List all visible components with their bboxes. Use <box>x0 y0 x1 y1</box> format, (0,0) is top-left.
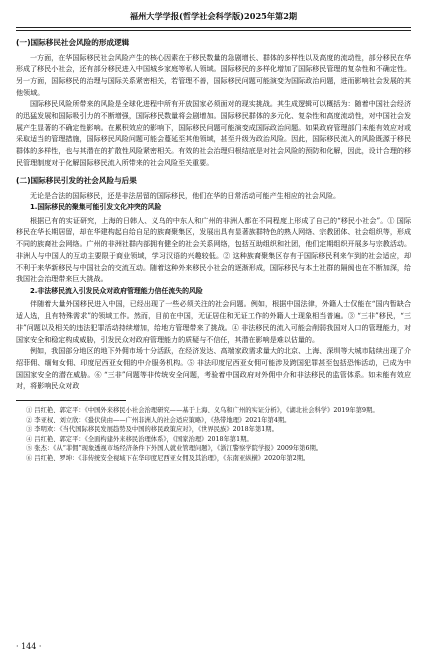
paragraph: 国际移民风险所带来的风险是全球化进程中所有开放国家必须面对的现实挑战。其生成逻辑可以概括为：随着中国社会经济的迅猛发展和国际吸引力的不断增强，国际移民数量将会剧增加。国际移民群体的多元化、复杂性和高度流动性，对中国社会发展产生显著的不确定性影响。在累积效应的影响下，国际移民问题可能演变成国际政治问题。如果政府管理部门未能有效应对或采取适当的管理措施，国际移民风险问题可能会蔓延至其他领域，甚至升级为政治风险。因此，国际移民流入的风险既源于移民群体的多样性，也与其潜在的扩散性风险紧密相关。有效的社会治理归根结底是对社会风险的预防和化解，因此，设计合理的移民管理制度对于化解国际移民流入所带来的社会风险至关重要。 <box>16 99 411 167</box>
page-number: · 144 · <box>16 642 42 651</box>
subsection-title-1: 1.国际移民的聚集可能引发文化冲突的风险 <box>30 203 162 212</box>
paragraph: 根据已有的实证研究，上海的日韩人、义乌的中东人和广州的非洲人都在不同程度上形成了自己的“移民小社会”。① 国际移民在华长期居留，却在华建构起自给自足的族裔聚集区，发展出具有显著族群特色的熟人网络、宗教团体、社会组织等，形成不同的族裔社会网络。广州的非洲社群内部拥有健全的社会关系网络，包括互助组织和社团，他们定期组织开展多与宗教活动。非洲人与中国人的互动主要限于商业领域，学习汉语的兴趣较低。② 这种族裔聚集区存有于国际移民利来乍到的社会适应，却不利于来华新移民与中国社会的交流互动。随着这种外来移民小社会的逐渐形成，国际移民与本土社群的隔阂也在不断加深，给我国社会治理带来巨大挑战。 <box>16 215 411 284</box>
footnote: ⑤ 张杰：《从“菲佣”现象透视市场经济条件下外国人就业管理问题》，《浙江警察学院学报》2009年第6期。 <box>26 445 323 453</box>
footnote-rule <box>16 400 126 401</box>
section-heading-1: (一)国际移民社会风险的形成逻辑 <box>16 37 130 47</box>
footnote: ④ 吕红艳、郭定平：《全面构建外来移民治理体系》，《国家治理》2018年第1期。 <box>26 435 253 443</box>
footnote: ① 吕红艳、郭定平：《中国外来移民小社会治理研究——基于上海、义乌和广州的实证分析》，《湖北社会科学》2019年第9期。 <box>26 407 379 415</box>
subsection-title-2: 2.非法移民流入引发民众对政府管理能力信任流失的风险 <box>30 286 203 295</box>
paragraph: 一方面，在华国际移民社会风险产生的核心因素在于移民数量的急剧增长、群体的多样性以及高度的流动性，部分移民在华形成了移民小社会，还有部分移民进入中国城乡家庭等私人领域。国际移民的多样化增加了国际移民管理的复杂性和不确定性。另一方面，国际移民的治理与国际关系紧密相关，若管理不善，国际移民问题可能演变为国际政治问题，进而影响社会发展的其他领域。 <box>16 52 411 97</box>
header-rule-thin <box>16 30 411 31</box>
footnote: ③ 李明欢：《当代国际移民发展趋势及中国的移民政策应对》，《世界民族》2018年第1期。 <box>26 426 278 434</box>
header-rule <box>16 27 411 28</box>
paper-page <box>16 0 411 659</box>
paragraph: 例如，我国部分地区的地下外佣市场十分活跃，在经济发达、高端家政需求量大的北京、上海、深圳等大城市陆续出现了介绍菲佣、缅甸女佣、印度尼西亚女佣的中介服务机构。⑤ 非法印度尼西亚女佣可能涉及跨国犯罪甚至包括恐怖活动，已成为中国国家安全的潜在威胁。⑥ “三非”问题等非传统安全问题，考验着中国政府对外佣中介和非法移民的监管体系。如未能有效应对，将影响民众对政 <box>16 346 411 391</box>
footnote: ② 李亚权、刘立欣：《蛩伏侠由——广州非洲人的社会适应策略》，《热带地理》2021年第4期。 <box>26 416 291 424</box>
footnote: ⑥ 吕红艳、罗坤：《非传统安全视域下在华印度尼西亚女佣及其治理》，《东南亚纵横》2020年第2期。 <box>26 455 310 463</box>
section-heading-2: (二)国际移民引发的社会风险与后果 <box>16 175 137 185</box>
paragraph: 伴随着大量外国移民进入中国，已经出现了一些必须关注的社会问题。例如，根据中国法律，外籍人士仅能在“国内暂缺合适人选，且有特殊需求”的领域工作。然而，目前在中国，无证居住和无证工作的外籍人士现象相当普遍。③ “三非”移民，“三非”问题以及相关的违法犯罪活动持续增加，给地方管理带来了挑战。④ 非法移民的流入可能会削弱我国对人口的管理能力，对国家安全和稳定构成威胁，引发民众对政府管理能力的质疑与不信任，其潜在影响是难以估量的。 <box>16 299 411 344</box>
running-header: 福州大学学报(哲学社会科学版)2025年第2期 <box>129 11 298 21</box>
paragraph: 无论是合法的国际移民，还是非法居留的国际移民，他们在华的日常活动可能产生相应的社会风险。 <box>30 190 341 200</box>
